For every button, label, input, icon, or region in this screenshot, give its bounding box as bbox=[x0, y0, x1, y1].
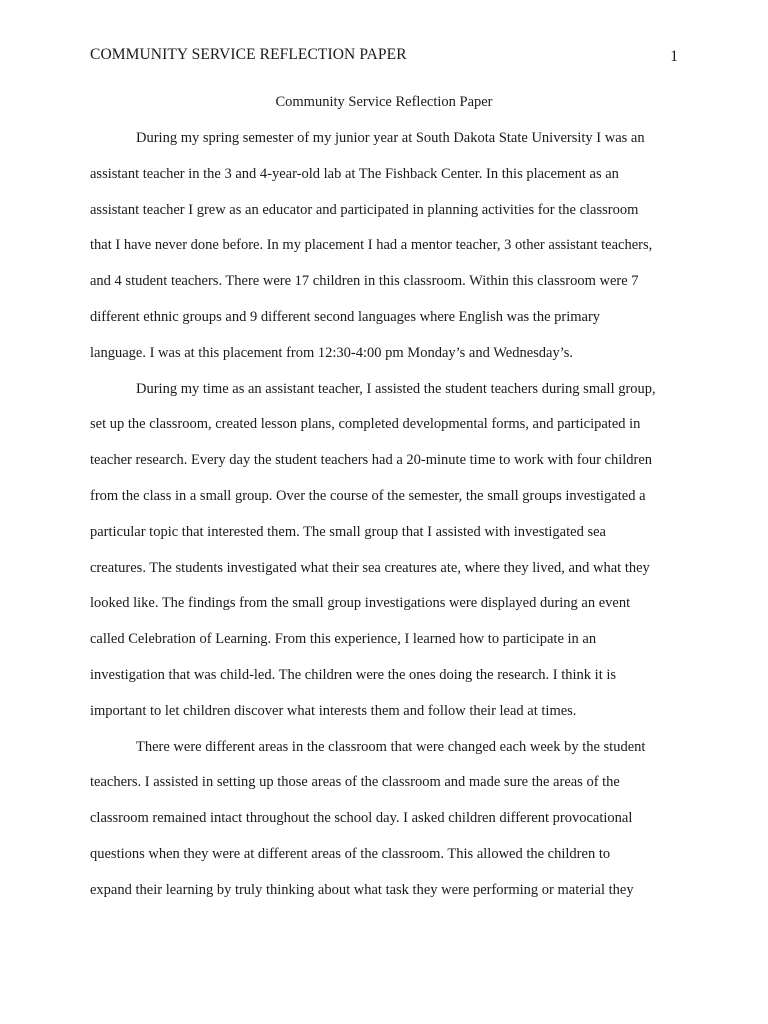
text-line: that I have never done before. In my placement I had a mentor teacher, 3 other assistant teachers, bbox=[90, 237, 653, 254]
text-line: During my time as an assistant teacher, I assisted the student teachers during small group, bbox=[136, 380, 656, 397]
paragraph bbox=[90, 128, 690, 379]
text-line: There were different areas in the classroom that were changed each week by the student bbox=[136, 738, 646, 755]
text-line: investigation that was child-led. The children were the ones doing the research. I think it is bbox=[90, 666, 617, 683]
text-line: teacher research. Every day the student teachers had a 20-minute time to work with four children bbox=[90, 452, 653, 469]
text-line: called Celebration of Learning. From this experience, I learned how to participate in an bbox=[90, 631, 597, 648]
text-line: teachers. I assisted in setting up those areas of the classroom and made sure the areas of the bbox=[90, 774, 620, 791]
paper-title: Community Service Reflection Paper bbox=[275, 94, 493, 110]
text-line: particular topic that interested them. The small group that I assisted with investigated sea bbox=[90, 523, 606, 540]
text-line: questions when they were at different areas of the classroom. This allowed the children to bbox=[90, 845, 611, 862]
text-line: classroom remained intact throughout the school day. I asked children different provocational bbox=[90, 810, 633, 827]
text-line: expand their learning by truly thinking about what task they were performing or material they bbox=[90, 881, 634, 898]
text-line: language. I was at this placement from 12:30-4:00 pm Monday’s and Wednesday’s. bbox=[90, 344, 574, 361]
text-line: looked like. The findings from the small group investigations were displayed during an event bbox=[90, 595, 631, 612]
paragraph bbox=[90, 737, 690, 916]
text-line: and 4 student teachers. There were 17 children in this classroom. Within this classroom were 7 bbox=[90, 273, 639, 290]
text-line: different ethnic groups and 9 different second languages where English was the primary bbox=[90, 308, 601, 325]
text-line: important to let children discover what interests them and follow their lead at times. bbox=[90, 702, 577, 719]
text-line: creatures. The students investigated what their sea creatures ate, where they lived, and what they bbox=[90, 559, 650, 576]
body-text bbox=[90, 128, 690, 916]
text-line: set up the classroom, created lesson plans, completed developmental forms, and participated in bbox=[90, 416, 641, 433]
text-line: from the class in a small group. Over the course of the semester, the small groups investigated a bbox=[90, 487, 646, 504]
text-line: During my spring semester of my junior year at South Dakota State University I was an bbox=[136, 130, 645, 146]
text-line: assistant teacher in the 3 and 4-year-old lab at The Fishback Center. In this placement as an bbox=[90, 165, 619, 182]
text-line: assistant teacher I grew as an educator and participated in planning activities for the classroom bbox=[90, 201, 639, 218]
running-head: COMMUNITY SERVICE REFLECTION PAPER bbox=[90, 46, 407, 63]
paragraph bbox=[90, 379, 690, 737]
page-number: 1 bbox=[670, 48, 678, 65]
